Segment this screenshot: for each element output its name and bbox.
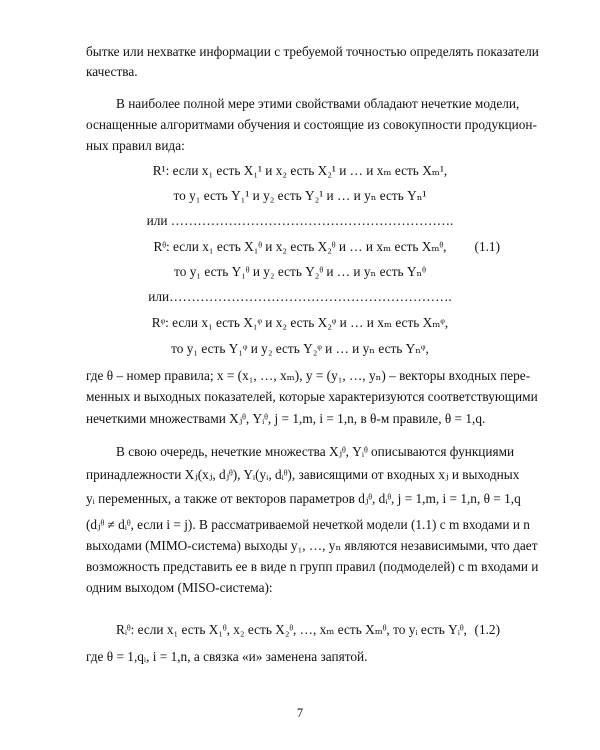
formula-rule-1-then: то y₁ есть Y₁¹ и y₂ есть Y₂¹ и … и yₙ есть Yₙ¹ (173, 188, 427, 203)
paragraph-line: возможность представить ее в виде n групп правил (подмоделей) с m входами и (86, 559, 539, 574)
paragraph-line: нечеткими множествами Xⱼᶿ, Yᵢᶿ, j = 1,m, i = 1,n, в θ-м правиле, θ = 1,q. (86, 411, 486, 426)
equation-number-1-2: (1.2) (474, 622, 500, 637)
paragraph-line: где θ – номер правила; x = (x₁, …, xₘ), y = (y₁, …, yₙ) – векторы входных пере- (86, 368, 531, 383)
paragraph-line: В наиболее полной мере этими свойствами обладают нечеткие модели, (116, 96, 520, 111)
paragraph-line: yᵢ переменных, а также от векторов параметров dⱼᶿ, dᵢᶿ, j = 1,m, i = 1,n, θ = 1,q (86, 491, 521, 506)
formula-rule-theta-if-text: Rᶿ: если x₁ есть X₁ᶿ и x₂ есть X₂ᶿ и … и xₘ есть Xₘᶿ, (153, 239, 447, 254)
paragraph-line: одним выходом (MISO-система): (86, 580, 273, 595)
formula-or-separator: или………………………………………………………. (148, 289, 452, 304)
formula-rule-theta-if (0, 239, 600, 255)
paragraph-line: ных правил вида: (86, 138, 185, 153)
paragraph-line: принадлежности Xⱼ(xⱼ, dⱼᶿ), Yᵢ(yᵢ, dᵢᶿ), зависящими от входных xⱼ и выходных (86, 467, 520, 482)
formula-rule-1-if: R¹: если x₁ есть X₁¹ и x₂ есть X₂¹ и … и xₘ есть Xₘ¹, (152, 163, 448, 178)
formula-1-2: Rᵢᶿ: если x₁ есть X₁ᶿ, x₂ есть X₂ᶿ, …, xₘ есть Xₘᶿ, то yᵢ есть Yᵢᶿ, (116, 622, 467, 637)
paragraph-line: выходами (MIMO-система) выходы y₁, …, yₙ являются независимыми, что дает (86, 538, 538, 553)
formula-rule-q-if: Rᵠ: если x₁ есть X₁ᵠ и x₂ есть X₂ᵠ и … и xₘ есть Xₘᵠ, (151, 315, 449, 330)
equation-number-1-1: (1.1) (474, 239, 500, 254)
paragraph-line: менных и выходных показателей, которые характеризуются соответствующими (86, 389, 538, 404)
paragraph-line: где θ = 1,qᵢ, i = 1,n, а связка «и» заменена запятой. (86, 649, 368, 664)
formula-rule-theta-then: то y₁ есть Y₁ᶿ и y₂ есть Y₂ᶿ и … и yₙ есть Yₙᶿ (174, 264, 426, 279)
paragraph-line: качества. (86, 64, 138, 79)
paragraph-line: бытке или нехватке информации с требуемой точностью определять показатели (86, 44, 539, 59)
paragraph-line: В свою очередь, нечеткие множества Xⱼᶿ, Yᵢᶿ описываются функциями (116, 444, 515, 459)
page-number: 7 (296, 706, 304, 720)
paragraph-line: (dⱼᶿ ≠ dᵢᶿ, если i = j). В рассматриваемой нечеткой модели (1.1) с m входами и n (86, 517, 530, 532)
paragraph-line: оснащенные алгоритмами обучения и состоящие из совокупности продукцион- (86, 117, 537, 132)
formula-or-separator: или ………………………………………………………. (146, 213, 454, 228)
formula-rule-q-then: то y₁ есть Y₁ᵠ и y₂ есть Y₂ᵠ и … и yₙ есть Yₙᵠ, (171, 341, 429, 356)
